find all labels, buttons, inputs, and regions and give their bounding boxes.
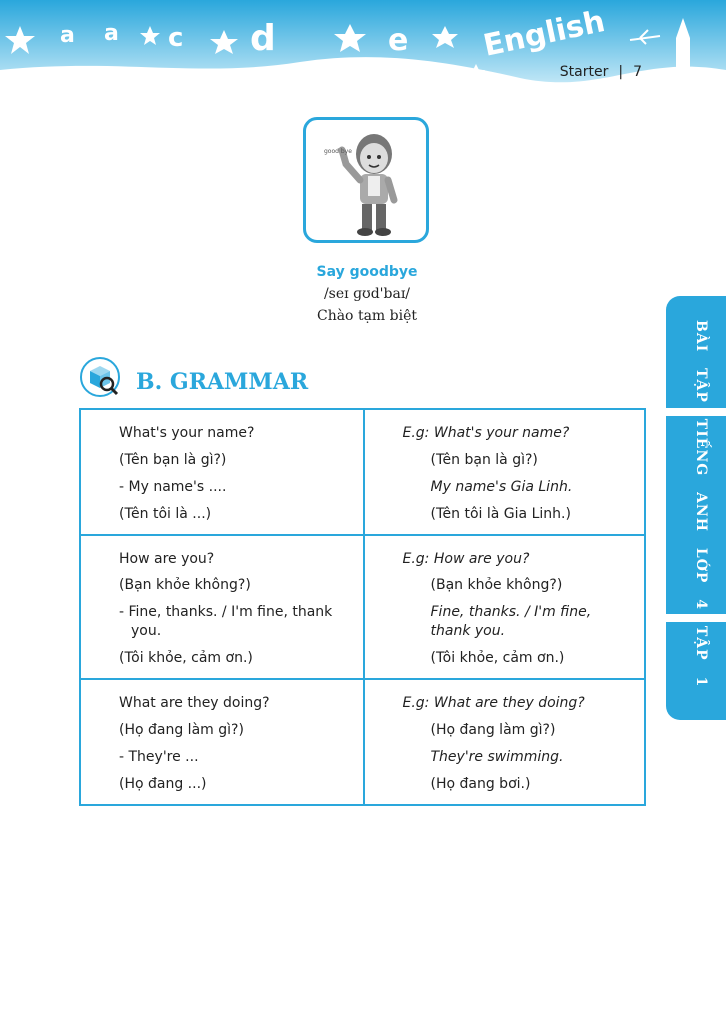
boy-waving-illustration xyxy=(306,120,426,240)
side-tab-label: BÀI TẬP TIẾNG ANH LỚP 4 TẬP 1 xyxy=(693,320,709,688)
example-question: E.g: How are you? xyxy=(402,550,530,567)
example-question: E.g: What are they doing? xyxy=(402,695,585,712)
translation-text: (Tôi khỏe, cảm ơn.) xyxy=(430,650,565,667)
translation-text: (Bạn khỏe không?) xyxy=(119,577,251,594)
header-divider: | xyxy=(618,64,624,80)
vocab-phonetic: /seɪ ɡʊd'baɪ/ xyxy=(323,286,411,302)
answer-text: - They're ... xyxy=(119,748,199,765)
translation-text: (Họ đang làm gì?) xyxy=(119,721,244,738)
translation-text: (Họ đang làm gì?) xyxy=(430,721,556,738)
translation-text: (Tên tôi là Gia Linh.) xyxy=(430,505,571,522)
translation-text: (Bạn khỏe không?) xyxy=(430,577,563,594)
section-title: B. GRAMMAR xyxy=(136,369,309,395)
brand-text: English xyxy=(480,3,609,64)
grammar-table xyxy=(79,408,646,806)
banner-letter-e: e xyxy=(388,23,409,58)
banner-letter-c: c xyxy=(168,23,184,53)
header-banner xyxy=(0,0,726,100)
translation-text: (Họ đang bơi.) xyxy=(430,775,531,792)
translation-text: (Tên bạn là gì?) xyxy=(119,451,227,468)
grammar-structure-cell xyxy=(81,410,363,534)
answer-text: - Fine, thanks. / I'm fine, thank you. xyxy=(119,604,333,640)
question-text: What are they doing? xyxy=(119,695,270,712)
vocab-image-card xyxy=(303,117,429,243)
page-number: 7 xyxy=(633,64,642,80)
example-answer: Fine, thanks. / I'm fine, thank you. xyxy=(430,604,592,640)
answer-text: - My name's .... xyxy=(119,478,227,495)
grammar-structure-cell xyxy=(81,680,363,804)
banner-letter-d: d xyxy=(250,18,276,59)
grammar-example-cell xyxy=(363,410,645,534)
image-label: good bye xyxy=(324,148,352,155)
page-header xyxy=(560,64,642,80)
grammar-example-cell xyxy=(363,680,645,804)
grammar-row xyxy=(81,678,644,804)
translation-text: (Tôi khỏe, cảm ơn.) xyxy=(119,650,253,667)
vocab-word: Say goodbye xyxy=(316,264,418,280)
translation-text: (Họ đang ...) xyxy=(119,775,207,792)
translation-text: (Tên tôi là ...) xyxy=(119,505,212,522)
magnifier-cube-icon xyxy=(80,357,120,397)
example-answer: They're swimming. xyxy=(430,748,564,765)
grammar-row xyxy=(81,534,644,678)
vocab-meaning: Chào tạm biệt xyxy=(316,308,417,324)
translation-text: (Tên bạn là gì?) xyxy=(430,451,538,468)
question-text: How are you? xyxy=(119,550,215,567)
example-question: E.g: What's your name? xyxy=(402,425,570,441)
question-text: What's your name? xyxy=(119,425,255,441)
banner-letter-a: a xyxy=(60,23,75,48)
grammar-row xyxy=(81,410,644,534)
example-answer: My name's Gia Linh. xyxy=(430,478,573,495)
section-label: Starter xyxy=(559,64,609,80)
grammar-example-cell xyxy=(363,536,645,678)
grammar-structure-cell xyxy=(81,536,363,678)
banner-letter-a: a xyxy=(104,21,119,46)
